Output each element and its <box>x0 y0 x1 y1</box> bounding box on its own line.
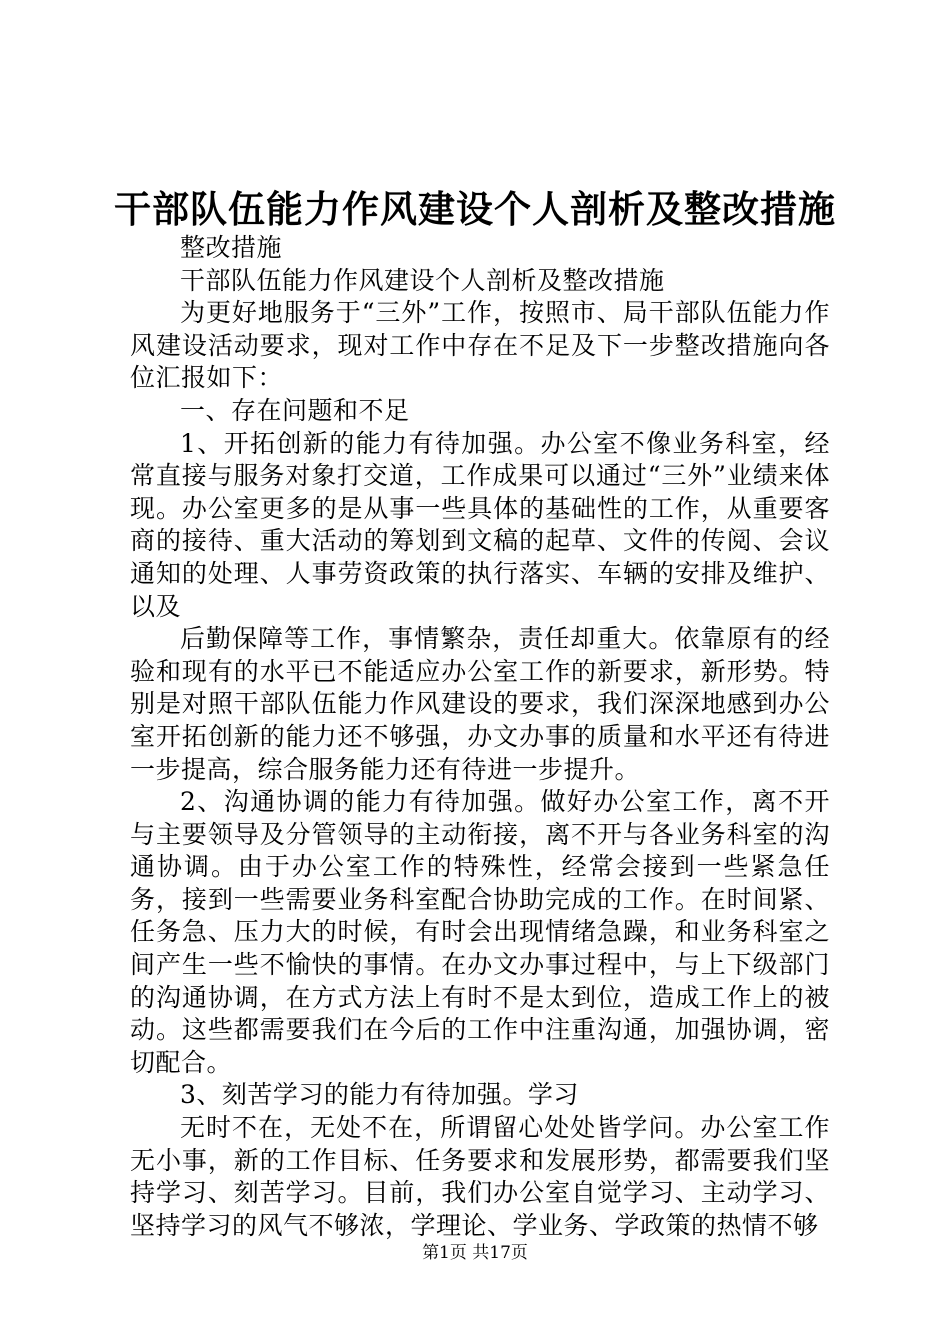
paragraph-subtitle: 干部队伍能力作风建设个人剖析及整改措施 <box>180 265 665 295</box>
paragraph-intro: 为更好地服务于“三外”工作，按照市、局干部队伍能力作风建设活动要求，现对工作中存在不足及下一步整改措施向各位汇报如下： <box>130 298 830 393</box>
paragraph-item-1: 1、开拓创新的能力有待加强。办公室不像业务科室，经常直接与服务对象打交道，工作成果可以通过“三外”业绩来体现。办公室更多的是从事一些具体的基础性的工作，从重要客商的接待、重大活动的筹划到文稿的起草、文件的传阅、会议通知的处理、人事劳资政策的执行落实、车辆的安排及维护、以及 <box>130 428 830 621</box>
paragraph-heading-measures: 整改措施 <box>180 233 283 262</box>
paragraph-item-1-continued: 后勤保障等工作，事情繁杂，责任却重大。依靠原有的经验和现有的水平已不能适应办公室工作的新要求，新形势。特别是对照干部队伍能力作风建设的要求，我们深深地感到办公室开拓创新的能力还不够强，办文办事的质量和水平还有待进一步提高，综合服务能力还有待进一步提升。 <box>130 624 830 784</box>
section-heading-problems: 一、存在问题和不足 <box>180 395 410 425</box>
paragraph-item-3: 3、刻苦学习的能力有待加强。学习 <box>180 1080 579 1110</box>
paragraph-item-2: 2、沟通协调的能力有待加强。做好办公室工作，离不开与主要领导及分管领导的主动衔接，离不开与各业务科室的沟通协调。由于办公室工作的特殊性，经常会接到一些紧急任务，接到一些需要业务科室配合协助完成的工作。在时间紧、任务急、压力大的时候，有时会出现情绪急躁，和业务科室之间产生一些不愉快的事情。在办文办事过程中，与上下级部门的沟通协调，在方式方法上有时不是太到位，造成工作上的被动。这些都需要我们在今后的工作中注重沟通，加强协调，密切配合。 <box>130 787 830 1077</box>
paragraph-item-3-continued: 无时不在，无处不在，所谓留心处处皆学问。办公室工作无小事，新的工作目标、任务要求和发展形势，都需要我们坚持学习、刻苦学习。目前，我们办公室自觉学习、主动学习、坚持学习的风气不够浓，学理论、学业务、学政策的热情不够 <box>130 1113 830 1240</box>
document-body <box>130 232 830 1242</box>
page-indicator: 第1页 共17页 <box>422 1243 528 1263</box>
document-title: 干部队伍能力作风建设个人剖析及整改措施 <box>114 187 836 231</box>
